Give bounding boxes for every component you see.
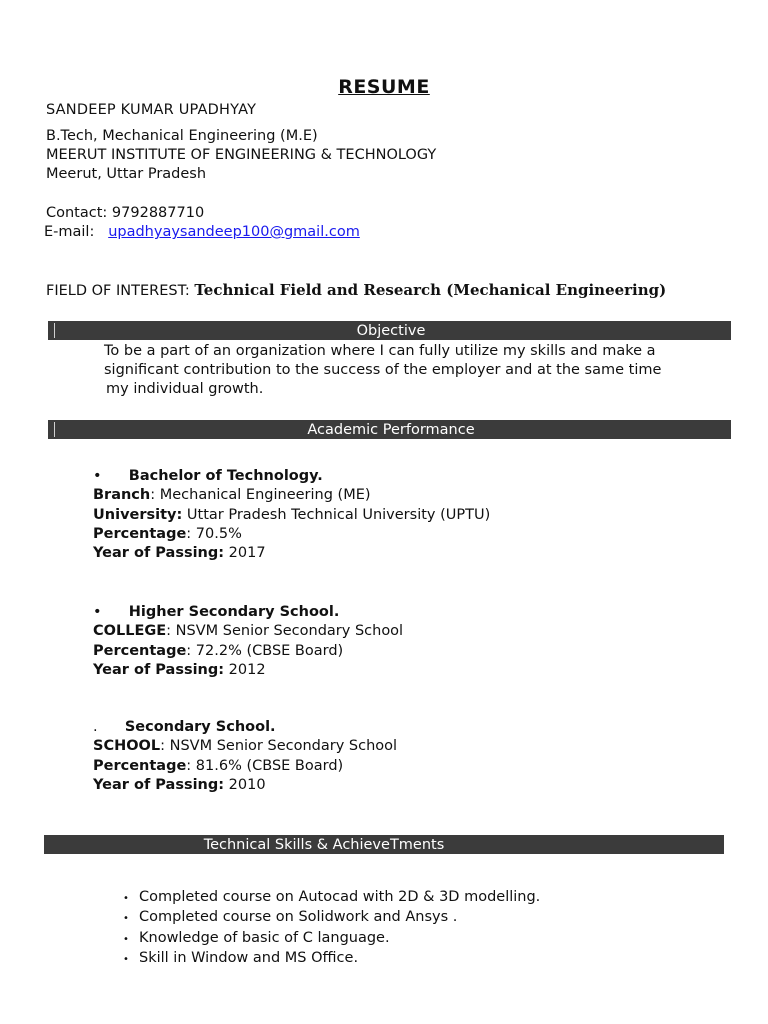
objective-line: significant contribution to the success of the employer and at the same time bbox=[104, 362, 662, 378]
bullet-icon: • bbox=[123, 933, 129, 945]
entry-row: Percentage: 81.6% (CBSE Board) bbox=[93, 757, 344, 774]
list-item: • Completed course on Solidwork and Ansys . bbox=[123, 908, 540, 928]
skills-heading: Technical Skills & AchieveTments bbox=[203, 837, 445, 853]
bullet-icon: • bbox=[123, 893, 129, 904]
entry-row: Year of Passing: 2010 bbox=[93, 776, 266, 793]
entry-row: Percentage: 72.2% (CBSE Board) bbox=[93, 642, 344, 659]
resume-title: RESUME bbox=[338, 76, 430, 98]
skills-heading-bar bbox=[44, 835, 724, 854]
list-item: • Skill in Window and MS Office. bbox=[123, 949, 540, 969]
bullet-icon: • bbox=[93, 604, 102, 620]
location-text: Meerut, Uttar Pradesh bbox=[46, 166, 207, 182]
objective-heading: Objective bbox=[356, 323, 426, 339]
field-of-interest bbox=[46, 281, 666, 301]
entry-row: COLLEGE: NSVM Senior Secondary School bbox=[93, 623, 404, 640]
contact-label: Contact: bbox=[46, 205, 108, 221]
entry-title: Secondary School. bbox=[124, 719, 276, 735]
education-entry bbox=[93, 603, 403, 680]
candidate-name: SANDEEP KUMAR UPADHYAY bbox=[46, 102, 257, 118]
email-label: E-mail: bbox=[44, 224, 95, 240]
entry-row: Percentage: 70.5% bbox=[93, 525, 242, 542]
degree-text: B.Tech, Mechanical Engineering (M.E) bbox=[46, 128, 318, 144]
objective-line: my individual growth. bbox=[106, 381, 264, 397]
objective-text bbox=[104, 342, 724, 399]
contact-value: 9792887710 bbox=[111, 205, 205, 221]
entry-title: Higher Secondary School. bbox=[128, 604, 340, 620]
list-item: • Knowledge of basic of C language. bbox=[123, 929, 540, 949]
entry-title: Bachelor of Technology. bbox=[128, 468, 323, 484]
entry-row: SCHOOL: NSVM Senior Secondary School bbox=[93, 738, 398, 755]
academic-heading: Academic Performance bbox=[307, 422, 475, 438]
entry-row: Year of Passing: 2017 bbox=[93, 545, 266, 562]
contact-line bbox=[46, 204, 204, 223]
bullet-icon: . bbox=[93, 719, 98, 735]
interest-value: Technical Field and Research (Mechanical Engineering) bbox=[194, 281, 667, 299]
entry-row: Branch: Mechanical Engineering (ME) bbox=[93, 487, 371, 504]
academic-heading-bar bbox=[48, 420, 731, 439]
entry-row: Year of Passing: 2012 bbox=[93, 661, 266, 678]
bullet-icon: • bbox=[123, 913, 129, 925]
entry-title-line bbox=[93, 603, 403, 622]
education-entry bbox=[93, 467, 490, 563]
institute-text: MEERUT INSTITUTE OF ENGINEERING & TECHNOLOGY bbox=[46, 147, 437, 163]
bullet-icon: • bbox=[93, 468, 102, 484]
list-item: • Completed course on Autocad with 2D & 3D modelling. bbox=[123, 888, 540, 908]
skills-list bbox=[123, 888, 540, 969]
objective-heading-bar bbox=[48, 321, 731, 340]
entry-title-line bbox=[93, 718, 397, 737]
education-entry bbox=[93, 718, 397, 795]
bullet-icon: • bbox=[123, 953, 129, 965]
interest-label: FIELD OF INTEREST: bbox=[46, 283, 190, 299]
entry-row: University: Uttar Pradesh Technical University (UPTU) bbox=[93, 506, 491, 523]
objective-line: To be a part of an organization where I can fully utilize my skills and make a bbox=[104, 343, 656, 359]
email-link[interactable]: upadhyaysandeep100@gmail.com bbox=[108, 224, 360, 240]
entry-title-line bbox=[93, 467, 490, 486]
email-line bbox=[44, 223, 360, 242]
